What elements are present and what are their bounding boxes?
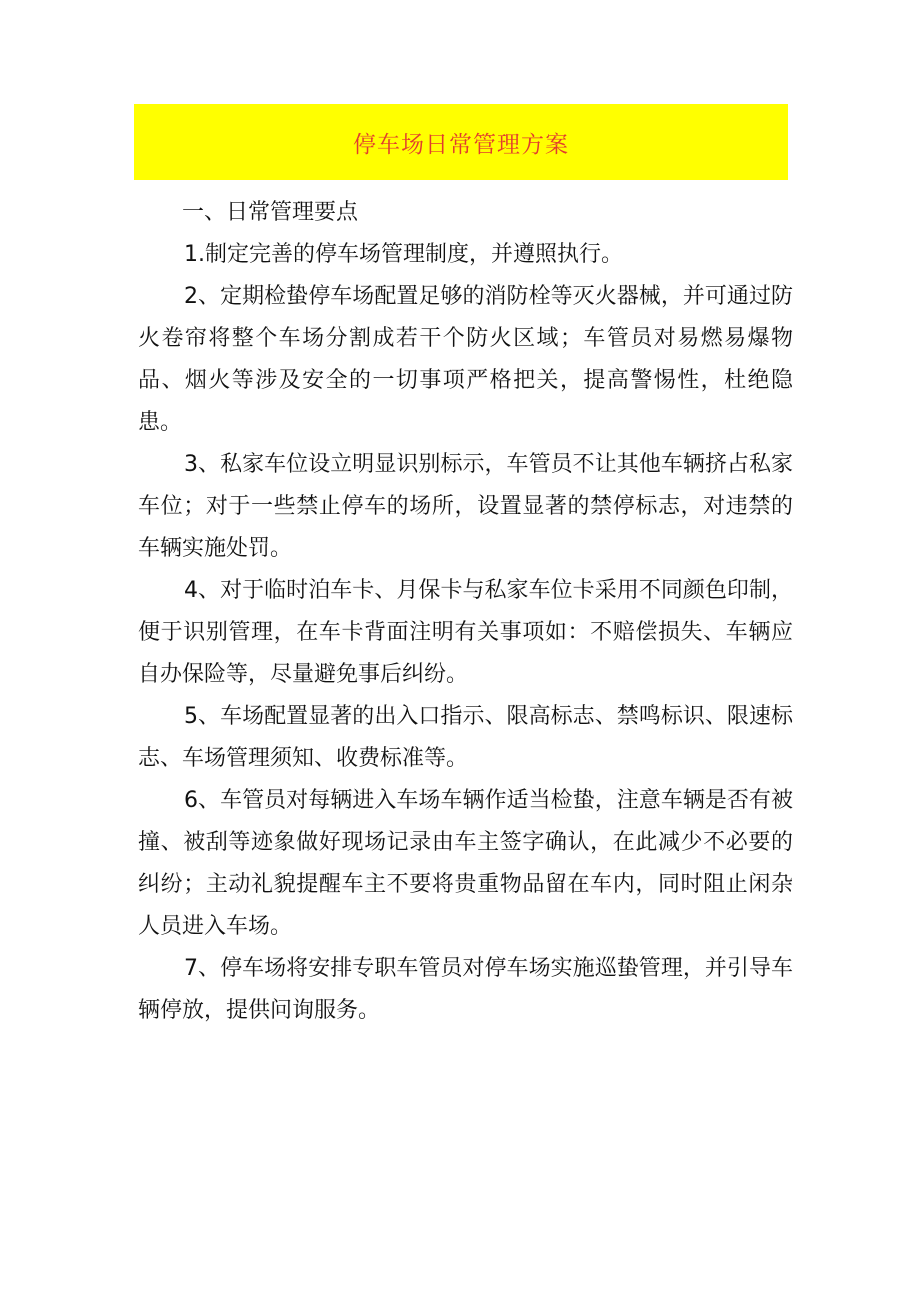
document-body	[138, 192, 793, 1032]
paragraph-6: 6、车管员对每辆进入车场车辆作适当检蛰，注意车辆是否有被撞、被刮等迹象做好现场记录由车主签字确认，在此减少不必要的纠纷；主动礼貌提醒车主不要将贵重物品留在车内，同时阻止闲杂人员进入车场。	[138, 788, 793, 939]
title-banner	[134, 104, 788, 180]
paragraph-7: 7、停车场将安排专职车管员对停车场实施巡蛰管理，并引导车辆停放，提供问询服务。	[138, 956, 793, 1023]
paragraph-4: 4、对于临时泊车卡、月保卡与私家车位卡采用不同颜色印制，便于识别管理，在车卡背面注明有关事项如：不赔偿损失、车辆应自办保险等，尽量避免事后纠纷。	[138, 578, 793, 687]
document-title: 停车场日常管理方案	[353, 131, 569, 158]
paragraph-2: 2、定期检蛰停车场配置足够的消防栓等灭火器械，并可通过防火卷帘将整个车场分割成若干个防火区域；车管员对易燃易爆物品、烟火等涉及安全的一切事项严格把关，提高警惕性，杜绝隐患。	[138, 284, 793, 435]
paragraph-1: 1.制定完善的停车场管理制度，并遵照执行。	[184, 242, 623, 267]
paragraph-3: 3、私家车位设立明显识别标示，车管员不让其他车辆挤占私家车位；对于一些禁止停车的场所，设置显著的禁停标志，对违禁的车辆实施处罚。	[138, 452, 793, 561]
paragraph-5: 5、车场配置显著的出入口指示、限高标志、禁鸣标识、限速标志、车场管理须知、收费标准等。	[138, 704, 793, 771]
section-heading: 一、日常管理要点	[182, 200, 359, 225]
